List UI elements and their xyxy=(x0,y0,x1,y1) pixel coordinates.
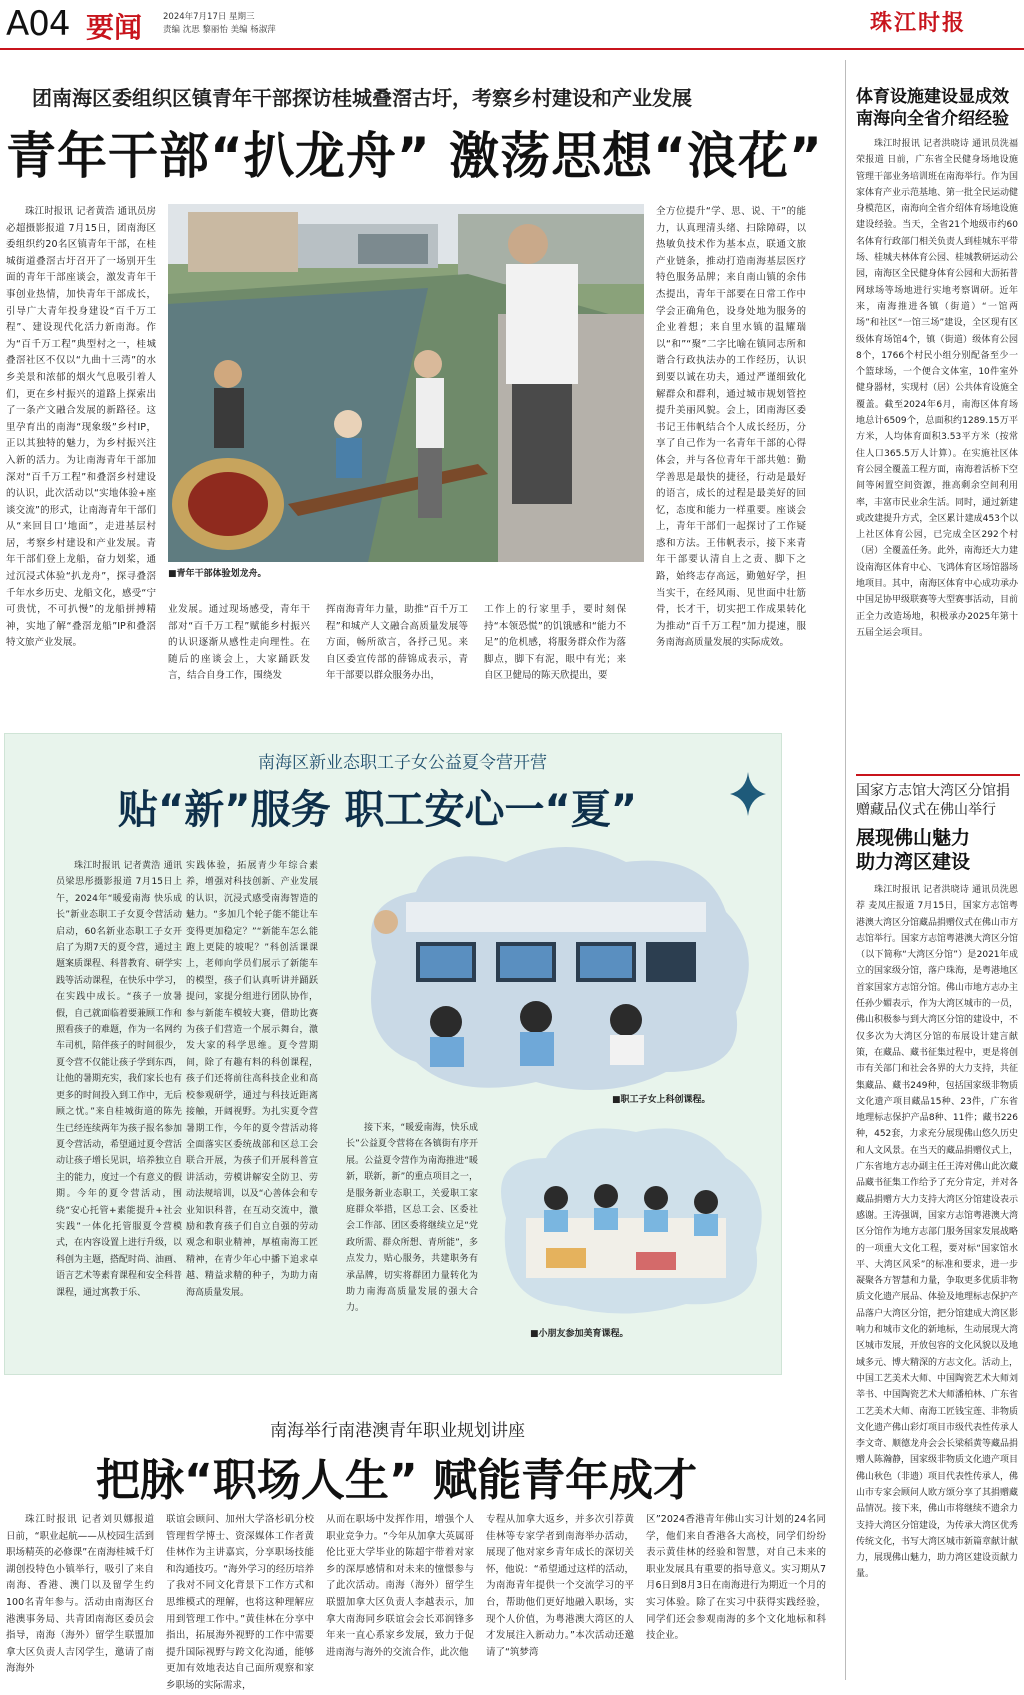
article-bottom-col5 xyxy=(646,1512,826,1680)
article-main-photo-caption: ■青年干部体验划龙舟。 xyxy=(168,569,267,579)
boxed-article-caption-1: ■职工子女上科创课程。 xyxy=(612,1095,711,1105)
art-class-photo xyxy=(486,1118,768,1318)
section-name: 要闻 xyxy=(86,11,143,44)
article-bottom-col1-text: 珠江时报讯 记者刘贝娜报道 日前，“职业起航——从校园生活到职场精英的必修课”在南海桂城千灯湖创投特色小镇举行，吸引了来自南海、香港、澳门以及留学生约100名青年参与。活动由南海区台港澳事务局、共青团南海区委员会指导，南海（海外）留学生联盟加拿大区负责人吉冈学生，邀请了南海海外 xyxy=(6,1514,154,1675)
article-bottom-col3-text: 从而在职场中发挥作用，增强个人职业竞争力。“今年从加拿大英属哥伦比亚大学毕业的陈超宇带着对家乡的深厚感情和对未来的憧憬参与了此次活动。南海（海外）留学生联盟加拿大区负责人李越表示，加拿大南海同乡联谊会会长邓润锋多年来一直心系家乡发展，致力于促进南海与海外的交流合作，此次他 xyxy=(326,1514,474,1658)
art-class-illustration xyxy=(486,1118,768,1318)
article-bottom-col4 xyxy=(486,1512,634,1680)
article-bottom-col2 xyxy=(166,1512,314,1691)
article-main-col3 xyxy=(326,602,468,722)
right-story2-text: 珠江时报讯 记者洪晓诗 通讯员洗恩荐 麦凤庄报道 7月15日，国家方志馆粤港澳大湾区分馆藏品捐赠仪式在佛山市方志馆举行。国家方志馆粤港澳大湾区分馆（以下简称“大湾区分馆”）是2021年成立的国家级分馆，落户珠海，是粤港地区首家国家方志馆分馆。佛山市地方志办主任孙少媚表示，作为大湾区城市的一员，佛山积极参与到大湾区分馆的建设中，不仅多次为大湾区分馆的布展设计建言献策，在藏品、藏书征集过程中，更是将创市有关部门和社会各界的大力支持，共征集藏品、藏书249种，包括国家级非物质文化遗产项目藏品15种、23件，广东省地理标志保护产品8种、11件；藏书226种，452套，力求充分展现佛山悠久历史和人文风景。在当天的藏品捐赠仪式上，广东省地方志办副主任王涛对佛山此次藏品藏书征集工作给予了充分肯定，并对各藏品捐赠方大力支持大湾区分馆建设表示感谢。王涛强调，国家方志馆粤港澳大湾区分馆作为地方志部门服务国家发展战略的一项重大文化工程，要对标“国家馆水平、大湾区风采”的标准和要求，进一步凝聚各方智慧和力量，争取更多优质非物质文化遗产展品、体验及地理标志保护产品落户大湾区分馆，把分馆建成大湾区影响力和城市文化的新地标，生动展现大湾区城市发展，开放包容的文化风貌以及地域多元、博大精深的方志文化。活动上，中国工艺美术大师、中国陶瓷艺术大师刘莘书、中国陶瓷艺术大师潘柏林、广东省工艺美术大师、南海工匠钱宝莲、非物质文化遗产佛山彩灯项目市级代表性传承人李文奇、顺德龙舟会会长梁稻黄等藏品捐赠人陈瀚静，国家级非物质文化遗产项目佛山秋色（非遗）项目代表性传承人，佛山市专家会顾问人欧方颂分享了其捐赠藏品情况。接下来，佛山市将继续不遗余力支持大湾区分馆建设，为传承大湾区优秀传统文化，书写大湾区城市新篇章献计献力，展现佛山魅力，助力湾区建设贡献力量。 xyxy=(856,885,1019,1580)
dragon-boat-photo xyxy=(168,204,644,562)
article-bottom-col3 xyxy=(326,1512,474,1680)
boxed-article-caption-2: ■小朋友参加美育课程。 xyxy=(530,1329,629,1339)
classroom-illustration xyxy=(346,832,766,1102)
column-divider xyxy=(845,60,846,1680)
right-story1-title: 体育设施建设显成效 南海向全省介绍经验 xyxy=(856,87,1009,129)
article-bottom-col4-text: 专程从加拿大返乡，并多次引荐黄佳林等专家学者到南海举办活动，展现了他对家乡青年成长的深切关怀，他说：“希望通过这样的活动，为南海青年提供一个交流学习的平台，帮助他们更好地融入职场，实现个人价值，为粤港澳大湾区的人才发展注入新动力。”本次活动还邀请了“筑梦湾 xyxy=(486,1514,634,1658)
boxed-article-col2 xyxy=(186,858,318,1328)
page-header xyxy=(0,0,1024,48)
article-main-col5-text: 全方位提升“学、思、说、干”的能力，认真理清头绪、扫除障碍，以热敏负技术作为基本点，联通文旅产业链条，推动打造南海基层医疗特色服务品牌；来自南山镇的余伟杰提出，青年干部要在日常工作中学会正确角色，设身处地为服务的企业着想；来自里水镇的温耀瑞以“和”“聚”二字比喻在镇同志所和谐合行政执法办的工作经历，认识到要以诚在功夫，通过严谨细致化解群众和群利，通过城市规划管控提升美丽风貌。会上，团南海区委书记王伟帆结合个人成长经历，分享了自己作为一名青年干部的心得体会，并与各位青年干部共勉：勤学善思是最快的捷径，行动是最好的语言，成长的过程是最美好的回忆，态度和能力一样重要。座谈会上，青年干部们一起探讨了工作疑惑和方法。王伟帆表示，接下来青年干部要认清自上之责、脚下之路，始终志存高远，勤勉好学，担当实干，在经风雨、见世面中壮筋骨，长才干，切实把工作成果转化为推动“百千万工程”加力提速，服务南海高质量发展的实际成效。 xyxy=(656,206,806,649)
sparkle-icon xyxy=(730,772,766,816)
article-bottom-kicker: 南海举行南港澳青年职业规划讲座 xyxy=(270,1421,525,1441)
article-main-col2-text: 业发展。通过现场感受，青年干部对“百千万工程”赋能乡村振兴的认识逐渐从感性走向理性。在随后的座谈会上，大家踊跃发言，结合自身工作，围绕发 xyxy=(168,604,310,682)
boxed-article-kicker: 南海区新业态职工子女公益夏令营开营 xyxy=(258,753,547,773)
article-bottom-col5-text: 区”2024香港青年佛山实习计划的24名同学，他们来自香港各大高校，同学们纷纷表示黄佳林的经验和智慧，对自己未来的职业发展具有重要的指导意义。实习期从7月6日到8月3日在南海进行为期近一个月的实习体验。除了在实习中获得实践经验，同学们还会参观南海的多个文化地标和科技企业。 xyxy=(646,1514,826,1642)
article-main-col2 xyxy=(168,602,310,722)
newspaper-logo: 珠江时报 xyxy=(870,10,967,36)
article-main-title: 青年干部“扒龙舟” 激荡思想“浪花” xyxy=(6,127,823,185)
header-divider xyxy=(0,48,1024,50)
right-story2-kicker: 国家方志馆大湾区分馆捐赠藏品仪式在佛山举行 xyxy=(856,783,1010,818)
article-bottom-col1 xyxy=(6,1512,154,1680)
boxed-article-col2-text: 实践体验，拓展青少年综合素养，增强对科技创新、产业发展的认识，沉浸式感受南海智造的魅力。“多加几个轮子能不能让车变得更加稳定？”“新能车怎么能跑上更陡的坡呢？”科创活课课上，老师向学员们展示了新能车的模型，孩子们认真听讲并踊跃提问，家提分组进行团队协作，参与新能车模较大赛，借助比赛为孩子们营造一个展示舞台，激发大家的科学思维。夏令营期间，除了有趣有料的科创课程，孩子们还将前往高科技企业和高校参观研学，通过与科技近距离接触，开阔视野。为扎实夏令营暑期工作，今年的夏令营活动将全面落实区委统战部和区总工会联合开展，为孩子们开展科普宣讲活动，劳模讲解安全防卫、劳动法规培训，以及“心善体会和专业知识科普，在互动交流中，激励和教育孩子们自立自强的劳动观念和职业精神，厚植南海工匠精神，在青少年心中播下追求卓越、精益求精的种子，为助力南海高质量发展。 xyxy=(186,861,318,1298)
right-story2-body xyxy=(856,882,1018,1678)
editors-line: 责编 沈思 黎丽怡 美编 杨淑萍 xyxy=(163,25,276,35)
header-meta xyxy=(163,11,276,37)
boxed-article-col1-text: 珠江时报讯 记者黄浩 通讯员梁思彤摄影报道 7月15日上午，2024年“暖爱南海 快乐成长”新业态职工子女夏令营活动启动，60名新业态职工子女开启了为期7天的夏令营，通过主题案质课程、科普教育、研学实践等活动课程，在快乐中学习，在实践中成长。“孩子一放暑假，自己就面临着要兼顾工作和照看孩子的难题，作为一名网约车司机，陪伴孩子的时间很少，夏令营不仅能让孩子学到东西，让他的暑期充实，我们家长也有更多的时间投入到工作中，无后顾之忧。”来自桂城街道的陈先生已经连续两年为孩子报名参加夏令营活动，希望通过夏令营活动让孩子增长见识，培养独立自主的能力，度过一个有意义的假期。今年的夏令营活动，围绕“安心托管+素能提升+社会实践”一体化托管服夏令营模式，在内容设置上进行升级，以科创为主题，搭配时尚、油画、语言艺术等素育课程和安全科普课程，通过寓教于乐、 xyxy=(56,861,183,1298)
right-story1-text: 珠江时报讯 记者洪晓诗 通讯员洗福荣报道 日前，广东省全民健身场地设施管理干部业务培训班在南海举行。作为国家体育产业示范基地、第一批全民运动健身模范区，南海向全省介绍体育场地设施建设经验。当天，全省21个地级市约60名体育行政部门相关负责人到桂城东平带场、桂城夫林体育公园、桂城教研运动公园，南海区全民健身体育公园和大沥拓普网球场等场地进行实地考察调研。近年来，南海推进各镇（街道）“一馆两场”和社区“一馆三场”建设，全区现有区级体育场馆4个，镇（街道）级体育公园8个，1766个村民小组分别配备至少一个篮球场，一个便合文体室，10件室外健身器材，实现村（居）公共体育设施全覆盖。截至2024年6月，南海区体育场地总计6509个，总面积约1289.15万平方米，人均体育面积3.53平方米（按常住人口365.5万人计算）。在实施社区体育公园全覆盖工程方面，南海着活桥下空间等闲置空间资源，推高剩余空间利用率，丰富市民业余生活。同时，通过新建或改建提升方式，全区累计建成453个以上社区体育公园，已完成全区292个村（居）全覆盖任务。此外，南海还大力建设南海区体育中心、飞鸿体育区场馆器场地项目。其中，南海区体育中心成功承办中国足协甲级联赛等大型赛事活动，目前正全力改造场地，积极承办2025年第十五届全运会项目。 xyxy=(856,139,1019,638)
article-main-col4-text: 工作上的行家里手，要时刻保持“本领恐慌”的饥饿感和“能力不足”的危机感，将服务群众作为落脚点，脚下有泥，眼中有光；来自区卫健局的陈天欣提出，要 xyxy=(484,604,626,682)
right-column-divider xyxy=(856,774,1020,776)
article-bottom-col2-text: 联谊会顾问、加州大学洛杉矶分校管理哲学博士、资深媒体工作者黄佳林作为主讲嘉宾，分享职场技能和沟通技巧。“海外学习的经历培养了我对不同文化背景下工作方式和思维模式的理解，也将这种理解应用到管理工作中。”黄佳林在分享中指出，拓展海外视野的工作中需要提升国际视野与跨文化沟通，能够更加有效地表达自己面所观察和家乡职场的实际需求， xyxy=(166,1514,314,1691)
boxed-article-title: 贴“新”服务 职工安心一“夏” xyxy=(118,787,638,833)
science-class-photo xyxy=(346,832,766,1102)
article-main-col4 xyxy=(484,602,626,722)
right-story1-body xyxy=(856,136,1018,730)
article-main-col3-text: 挥南海青年力量，助推“百千万工程”和城产人文融合高质量发展等方面，畅所欲言，各抒己见。来自区委宣传部的薛锦成表示，青年干部要以群众服务办出， xyxy=(326,604,468,682)
page-number: A04 xyxy=(6,4,70,44)
date-line: 2024年7月17日 星期三 xyxy=(163,12,255,22)
dragon-boat-illustration xyxy=(168,204,644,562)
article-main-col1 xyxy=(6,204,156,649)
article-bottom-title: 把脉“职场人生” 赋能青年成才 xyxy=(96,1455,698,1506)
boxed-article-col3 xyxy=(346,1120,478,1330)
article-main-col1-text: 珠江时报讯 记者黄浩 通讯员房必超摄影报道 7月15日，团南海区委组织约20名区镇青年干部，在桂城街道叠滘古圩召开了一场别开生面的青年干部座谈会，激发青年干事创业热情，加快青年干部成长，引导广大青年投身建设“百千万工程”、建设现代化活力新南海。作为“百千万工程”典型村之一，桂城叠滘社区不仅以“九曲十三湾”的水乡美景和浓郁的烟火气息吸引着人们，更在乡村振兴的道路上探索出了一条产文融合发展的新路径。这里孕育出的南海“现象级”乡村IP，正以其独特的魅力，为乡村振兴注入新的活力。为让南海青年干部加深对“百千万工程”和叠滘乡村建设的认识，此次活动以“实地体验+座谈交流”的形式，让南海青年干部们从“来回目口‘地面”，走进基层村居，考察乡村建设和产业发展。青年干部们登上龙船，奋力划桨，通过沉浸式体验“扒龙舟”，探寻叠滘千年水乡历史、龙船文化，感受“宁可贵忧，不可扒慢”的龙船拼搏精神，实地了解“叠滘龙船”IP和叠滘特文旅产业发展。 xyxy=(6,206,156,649)
boxed-article-col3-text: 接下来，“暖爱南海，快乐成长”公益夏令营将在各镇街有序开展。公益夏令营作为南海推进“暖新，联新，新”的重点项目之一，是服务新业态职工，关爱职工家庭群众举措，区总工会、区委社会工作部、团区委将继续立足“党政所需、群众所想、青所能”，多点发力，贴心服务，共建职务有承品牌，切实将群团力量转化为助力南海高质量发展的强大合力。 xyxy=(346,1123,478,1314)
boxed-article-col1 xyxy=(56,858,182,1328)
article-main-col5 xyxy=(656,204,806,690)
right-story2-title: 展现佛山魅力 助力湾区建设 xyxy=(856,827,971,873)
article-main-kicker: 团南海区委组织区镇青年干部探访桂城叠滘古圩，考察乡村建设和产业发展 xyxy=(32,86,692,110)
